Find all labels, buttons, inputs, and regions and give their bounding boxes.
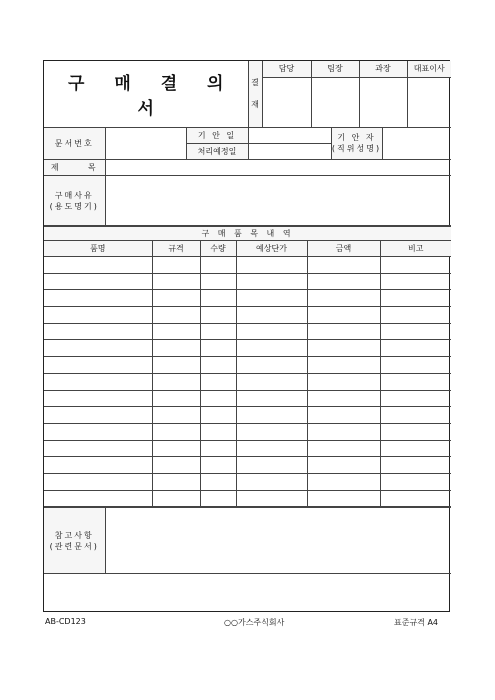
item-qty-cell[interactable] bbox=[200, 357, 236, 374]
item-amount-cell[interactable] bbox=[307, 290, 380, 307]
item-remarks-cell[interactable] bbox=[380, 457, 451, 474]
item-unit-price-cell[interactable] bbox=[236, 290, 307, 307]
items-header-row bbox=[44, 241, 451, 257]
item-spec-cell[interactable] bbox=[152, 340, 200, 357]
item-row bbox=[44, 490, 451, 507]
item-amount-cell[interactable] bbox=[307, 457, 380, 474]
notes-field[interactable] bbox=[105, 508, 451, 574]
item-unit-price-cell[interactable] bbox=[236, 373, 307, 390]
item-spec-cell[interactable] bbox=[152, 290, 200, 307]
item-qty-cell[interactable] bbox=[200, 257, 236, 274]
signature-box-team-lead[interactable] bbox=[311, 77, 359, 127]
item-row bbox=[44, 323, 451, 340]
item-name-cell[interactable] bbox=[44, 473, 152, 490]
approval-side-label-2: 재 bbox=[251, 99, 259, 109]
item-remarks-cell[interactable] bbox=[380, 273, 451, 290]
item-qty-cell[interactable] bbox=[200, 290, 236, 307]
item-name-cell[interactable] bbox=[44, 290, 152, 307]
item-unit-price-cell[interactable] bbox=[236, 457, 307, 474]
item-name-cell[interactable] bbox=[44, 357, 152, 374]
item-name-cell[interactable] bbox=[44, 373, 152, 390]
item-spec-cell[interactable] bbox=[152, 490, 200, 507]
col-header-item-name: 품명 bbox=[44, 241, 152, 257]
draft-date-label: 기 안 일 bbox=[186, 128, 248, 144]
draft-date-field[interactable] bbox=[248, 128, 331, 144]
item-unit-price-cell[interactable] bbox=[236, 340, 307, 357]
item-row bbox=[44, 440, 451, 457]
item-remarks-cell[interactable] bbox=[380, 373, 451, 390]
item-spec-cell[interactable] bbox=[152, 407, 200, 424]
subject-field[interactable] bbox=[105, 160, 451, 176]
item-qty-cell[interactable] bbox=[200, 307, 236, 324]
document-title: 구 매 결 의 서 bbox=[44, 61, 248, 127]
item-row bbox=[44, 390, 451, 407]
item-unit-price-cell[interactable] bbox=[236, 407, 307, 424]
item-qty-cell[interactable] bbox=[200, 323, 236, 340]
footer-company: ○○가스주식회사 bbox=[224, 618, 285, 627]
signature-box-ceo[interactable] bbox=[407, 77, 451, 127]
footer-paper-spec: 표준규격 A4 bbox=[394, 618, 439, 627]
info-table bbox=[44, 128, 451, 227]
item-name-cell[interactable] bbox=[44, 323, 152, 340]
col-header-qty: 수량 bbox=[200, 241, 236, 257]
doc-number-field[interactable] bbox=[105, 128, 186, 160]
item-row bbox=[44, 457, 451, 474]
item-unit-price-cell[interactable] bbox=[236, 490, 307, 507]
subject-label: 제 목 bbox=[44, 160, 105, 176]
item-qty-cell[interactable] bbox=[200, 390, 236, 407]
item-name-cell[interactable] bbox=[44, 407, 152, 424]
item-row bbox=[44, 257, 451, 274]
item-amount-cell[interactable] bbox=[307, 423, 380, 440]
item-unit-price-cell[interactable] bbox=[236, 273, 307, 290]
items-section-title: 구 매 품 목 내 역 bbox=[44, 227, 451, 241]
item-unit-price-cell[interactable] bbox=[236, 307, 307, 324]
item-remarks-cell[interactable] bbox=[380, 323, 451, 340]
item-remarks-cell[interactable] bbox=[380, 407, 451, 424]
item-qty-cell[interactable] bbox=[200, 407, 236, 424]
item-qty-cell[interactable] bbox=[200, 373, 236, 390]
approval-side-label bbox=[248, 61, 262, 127]
item-name-cell[interactable] bbox=[44, 457, 152, 474]
col-header-remarks: 비고 bbox=[380, 241, 451, 257]
item-qty-cell[interactable] bbox=[200, 423, 236, 440]
header-table bbox=[44, 61, 451, 128]
item-name-cell[interactable] bbox=[44, 257, 152, 274]
approval-col-staff: 담당 bbox=[262, 61, 311, 77]
item-row bbox=[44, 423, 451, 440]
item-unit-price-cell[interactable] bbox=[236, 257, 307, 274]
item-amount-cell[interactable] bbox=[307, 323, 380, 340]
item-remarks-cell[interactable] bbox=[380, 257, 451, 274]
doc-number-label: 문서번호 bbox=[44, 128, 105, 160]
item-amount-cell[interactable] bbox=[307, 257, 380, 274]
item-spec-cell[interactable] bbox=[152, 473, 200, 490]
item-remarks-cell[interactable] bbox=[380, 290, 451, 307]
item-unit-price-cell[interactable] bbox=[236, 390, 307, 407]
item-remarks-cell[interactable] bbox=[380, 307, 451, 324]
items-table bbox=[44, 226, 451, 507]
item-name-cell[interactable] bbox=[44, 490, 152, 507]
item-row bbox=[44, 340, 451, 357]
item-amount-cell[interactable] bbox=[307, 340, 380, 357]
item-amount-cell[interactable] bbox=[307, 357, 380, 374]
item-name-cell[interactable] bbox=[44, 273, 152, 290]
item-name-cell[interactable] bbox=[44, 340, 152, 357]
item-unit-price-cell[interactable] bbox=[236, 473, 307, 490]
purchase-reason-field[interactable] bbox=[105, 176, 451, 226]
item-amount-cell[interactable] bbox=[307, 490, 380, 507]
approval-side-label-1: 결 bbox=[251, 77, 259, 87]
item-remarks-cell[interactable] bbox=[380, 390, 451, 407]
item-remarks-cell[interactable] bbox=[380, 490, 451, 507]
item-remarks-cell[interactable] bbox=[380, 473, 451, 490]
item-name-cell[interactable] bbox=[44, 423, 152, 440]
item-qty-cell[interactable] bbox=[200, 340, 236, 357]
approval-col-ceo: 대표이사 bbox=[407, 61, 451, 77]
item-spec-cell[interactable] bbox=[152, 273, 200, 290]
approval-col-manager: 과장 bbox=[359, 61, 407, 77]
item-amount-cell[interactable] bbox=[307, 307, 380, 324]
item-spec-cell[interactable] bbox=[152, 373, 200, 390]
item-amount-cell[interactable] bbox=[307, 373, 380, 390]
due-date-label: 처리예정일 bbox=[186, 144, 248, 160]
item-remarks-cell[interactable] bbox=[380, 357, 451, 374]
signature-box-manager[interactable] bbox=[359, 77, 407, 127]
drafter-label: 기 안 자 (직위성명) bbox=[331, 128, 382, 160]
notes-label: 참고사항 (관련문서) bbox=[44, 508, 105, 574]
item-amount-cell[interactable] bbox=[307, 407, 380, 424]
item-amount-cell[interactable] bbox=[307, 440, 380, 457]
item-amount-cell[interactable] bbox=[307, 473, 380, 490]
item-name-cell[interactable] bbox=[44, 390, 152, 407]
item-amount-cell[interactable] bbox=[307, 390, 380, 407]
item-remarks-cell[interactable] bbox=[380, 440, 451, 457]
approval-col-team-lead: 팀장 bbox=[311, 61, 359, 77]
item-unit-price-cell[interactable] bbox=[236, 357, 307, 374]
col-header-unit-price: 예상단가 bbox=[236, 241, 307, 257]
item-row bbox=[44, 473, 451, 490]
item-qty-cell[interactable] bbox=[200, 273, 236, 290]
item-amount-cell[interactable] bbox=[307, 273, 380, 290]
footer-code: AB-CD123 bbox=[45, 617, 86, 626]
notes-table bbox=[44, 507, 451, 574]
item-qty-cell[interactable] bbox=[200, 490, 236, 507]
item-row bbox=[44, 307, 451, 324]
purchase-reason-label: 구매사유 (용도명기) bbox=[44, 176, 105, 226]
item-qty-cell[interactable] bbox=[200, 440, 236, 457]
purchase-resolution-form bbox=[43, 60, 450, 612]
col-header-amount: 금액 bbox=[307, 241, 380, 257]
item-spec-cell[interactable] bbox=[152, 357, 200, 374]
item-unit-price-cell[interactable] bbox=[236, 440, 307, 457]
item-name-cell[interactable] bbox=[44, 440, 152, 457]
drafter-field[interactable] bbox=[382, 128, 451, 160]
item-remarks-cell[interactable] bbox=[380, 423, 451, 440]
item-remarks-cell[interactable] bbox=[380, 340, 451, 357]
item-row bbox=[44, 357, 451, 374]
item-spec-cell[interactable] bbox=[152, 323, 200, 340]
item-row bbox=[44, 273, 451, 290]
item-spec-cell[interactable] bbox=[152, 257, 200, 274]
item-row bbox=[44, 290, 451, 307]
due-date-field[interactable] bbox=[248, 144, 331, 160]
item-spec-cell[interactable] bbox=[152, 457, 200, 474]
item-spec-cell[interactable] bbox=[152, 307, 200, 324]
item-qty-cell[interactable] bbox=[200, 473, 236, 490]
item-spec-cell[interactable] bbox=[152, 423, 200, 440]
item-row bbox=[44, 373, 451, 390]
item-qty-cell[interactable] bbox=[200, 457, 236, 474]
item-spec-cell[interactable] bbox=[152, 440, 200, 457]
item-unit-price-cell[interactable] bbox=[236, 323, 307, 340]
item-spec-cell[interactable] bbox=[152, 390, 200, 407]
item-unit-price-cell[interactable] bbox=[236, 423, 307, 440]
item-rows bbox=[44, 257, 451, 507]
col-header-spec: 규격 bbox=[152, 241, 200, 257]
item-row bbox=[44, 407, 451, 424]
item-name-cell[interactable] bbox=[44, 307, 152, 324]
signature-box-staff[interactable] bbox=[262, 77, 311, 127]
